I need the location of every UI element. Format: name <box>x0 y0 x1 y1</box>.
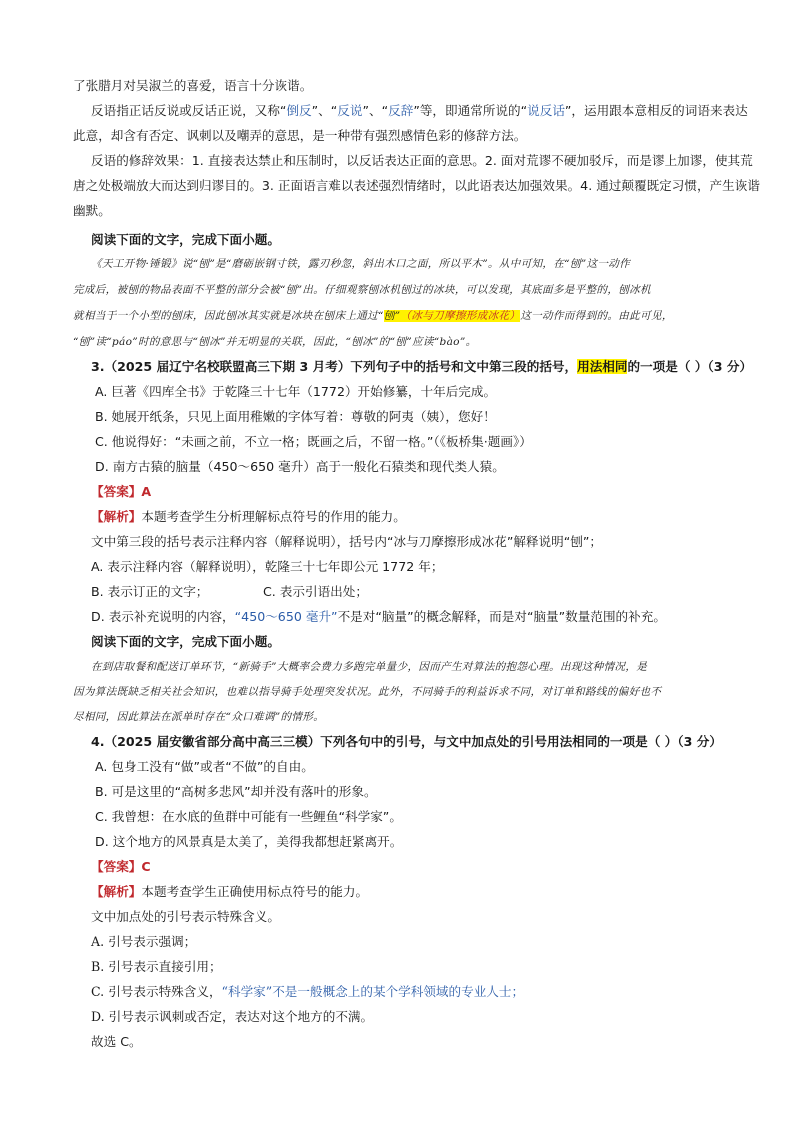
reading2-heading: 阅读下面的文字，完成下面小题。 <box>91 634 280 649</box>
question-4-stem: 4.（2025 届安徽省部分高中高三三模）下列各句中的引号，与文中加点处的引号用法相同的一项是（ ）（3 分） <box>91 734 722 749</box>
question-4-option-c: C. 我曾想：在水底的鱼群中可能有一些鲤鱼“科学家”。 <box>95 809 402 824</box>
question-4-analysis-line-4: C. 引号表示特殊含义，“科学家”不是一般概念上的某个学科领域的专业人士； <box>91 984 525 999</box>
highlight-note: （冰与刀摩擦形成冰花） <box>400 310 521 322</box>
reading1-line-3: 就相当于一个小型的刨床，因此刨冰其实就是冰块在刨床上通过“刨”（冰与刀摩擦形成冰花）这一动作而得到的。由此可见， <box>73 310 673 322</box>
page-footer-blank <box>0 1053 794 1123</box>
intro-line-1: 了张腊月对吴淑兰的喜爱，语言十分诙谐。 <box>73 78 313 93</box>
question-4-analysis: 【解析】本题考查学生正确使用标点符号的能力。 <box>91 884 369 899</box>
intro-line-6: 幽默。 <box>73 203 111 218</box>
question-3-analysis: 【解析】本题考查学生分析理解标点符号的作用的能力。 <box>91 509 406 524</box>
question-4-analysis-line-5: D. 引号表示讽刺或否定，表达对这个地方的不满。 <box>91 1009 374 1024</box>
question-4-analysis-line-1: 文中加点处的引号表示特殊含义。 <box>91 909 280 924</box>
question-4-conclusion: 故选 C。 <box>91 1034 142 1049</box>
reading1-heading: 阅读下面的文字，完成下面小题。 <box>91 232 280 247</box>
question-3-analysis-line-3c: C. 表示引语出处； <box>263 584 368 599</box>
reading1-line-2: 完成后，被刨的物品表面不平整的部分会被“刨”出。仔细观察刨冰机刨过的冰块，可以发现，其底面多是平整的，刨冰机 <box>73 284 651 296</box>
question-4-analysis-line-3: B. 引号表示直接引用； <box>91 959 222 974</box>
question-3-option-c: C. 他说得好：“未画之前，不立一格；既画之后，不留一格。”（《板桥集·题画》） <box>95 434 532 449</box>
question-4-option-b: B. 可是这里的“高树多悲风”却并没有落叶的形象。 <box>95 784 377 799</box>
reading2-line-1: 在到店取餐和配送订单环节，“新骑手”大概率会费力多跑完单量少，因而产生对算法的抱怨心理。出现这种情况，是 <box>91 661 648 673</box>
question-4-analysis-line-2: A. 引号表示强调； <box>91 934 197 949</box>
question-3-analysis-line-1: 文中第三段的括号表示注释内容（解释说明），括号内“冰与刀摩擦形成冰花”解释说明“刨”； <box>91 534 602 549</box>
question-4-option-a: A. 包身工没有“做”或者“不做”的自由。 <box>95 759 314 774</box>
intro-line-2: 反语指正话反说或反话正说，又称“倒反”、“反说”、“反辞”等，即通常所说的“说反话”，运用跟本意相反的词语来表达 <box>91 103 748 118</box>
intro-line-4: 反语的修辞效果：1. 直接表达禁止和压制时，以反话表达正面的意思。2. 面对荒谬不硬加驳斥，而是谬上加谬，使其荒 <box>91 153 753 168</box>
question-3-answer: 【答案】A <box>91 484 152 499</box>
question-3-analysis-line-3b: B. 表示订正的文字； <box>91 584 209 599</box>
question-4-answer: 【答案】C <box>91 859 151 874</box>
reading1-line-1: 《天工开物·锤锻》说“刨”是“磨砺嵌钢寸铁，露刃秒忽，斜出木口之面，所以平木”。从中可知，在“刨”这一动作 <box>91 258 631 270</box>
question-3-stem: 3.（2025 届辽宁名校联盟高三下期 3 月考）下列句子中的括号和文中第三段的括号，用法相同的一项是（ ）（3 分） <box>91 359 753 374</box>
question-4-option-d: D. 这个地方的风景真是太美了，美得我都想赶紧离开。 <box>95 834 403 849</box>
intro-line-5: 唐之处极端放大而达到归谬目的。3. 正面语言难以表述强烈情绪时，以此语表达加强效果。4. 通过颠覆既定习惯，产生诙谐 <box>73 178 760 193</box>
question-3-analysis-line-2: A. 表示注释内容（解释说明），乾隆三十七年即公元 1772 年； <box>91 559 444 574</box>
intro-line-3: 此意，却含有否定、讽刺以及嘲弄的意思，是一种带有强烈感情色彩的修辞方法。 <box>73 128 527 143</box>
question-3-option-d: D. 南方古猿的脑量（450～650 毫升）高于一般化石猿类和现代类人猿。 <box>95 459 505 474</box>
highlight-bao: 刨 <box>383 310 395 322</box>
question-3-analysis-line-4: D. 表示补充说明的内容，“450～650 毫升”不是对“脑量”的概念解释，而是对“脑量”数量范围的补充。 <box>91 609 666 624</box>
page-header-blank <box>0 0 794 60</box>
reading2-line-2: 因为算法既缺乏相关社会知识，也难以指导骑手处理突发状况。此外，不同骑手的利益诉求不同，对订单和路线的偏好也不 <box>73 686 662 698</box>
highlight-usage-same: 用法相同 <box>577 359 628 374</box>
reading2-line-3: 尽相同，因此算法在派单时存在“众口难调”的情形。 <box>73 711 325 723</box>
question-3-option-b: B. 她展开纸条，只见上面用稚嫩的字体写着：尊敬的阿夷（姨），您好！ <box>95 409 496 424</box>
question-3-option-a: A. 巨著《四库全书》于乾隆三十七年（1772）开始修纂，十年后完成。 <box>95 384 497 399</box>
reading1-line-4: “刨”读“páo”时的意思与“刨冰”并无明显的关联，因此，“刨冰”的“刨”应读“bào”。 <box>73 336 477 348</box>
